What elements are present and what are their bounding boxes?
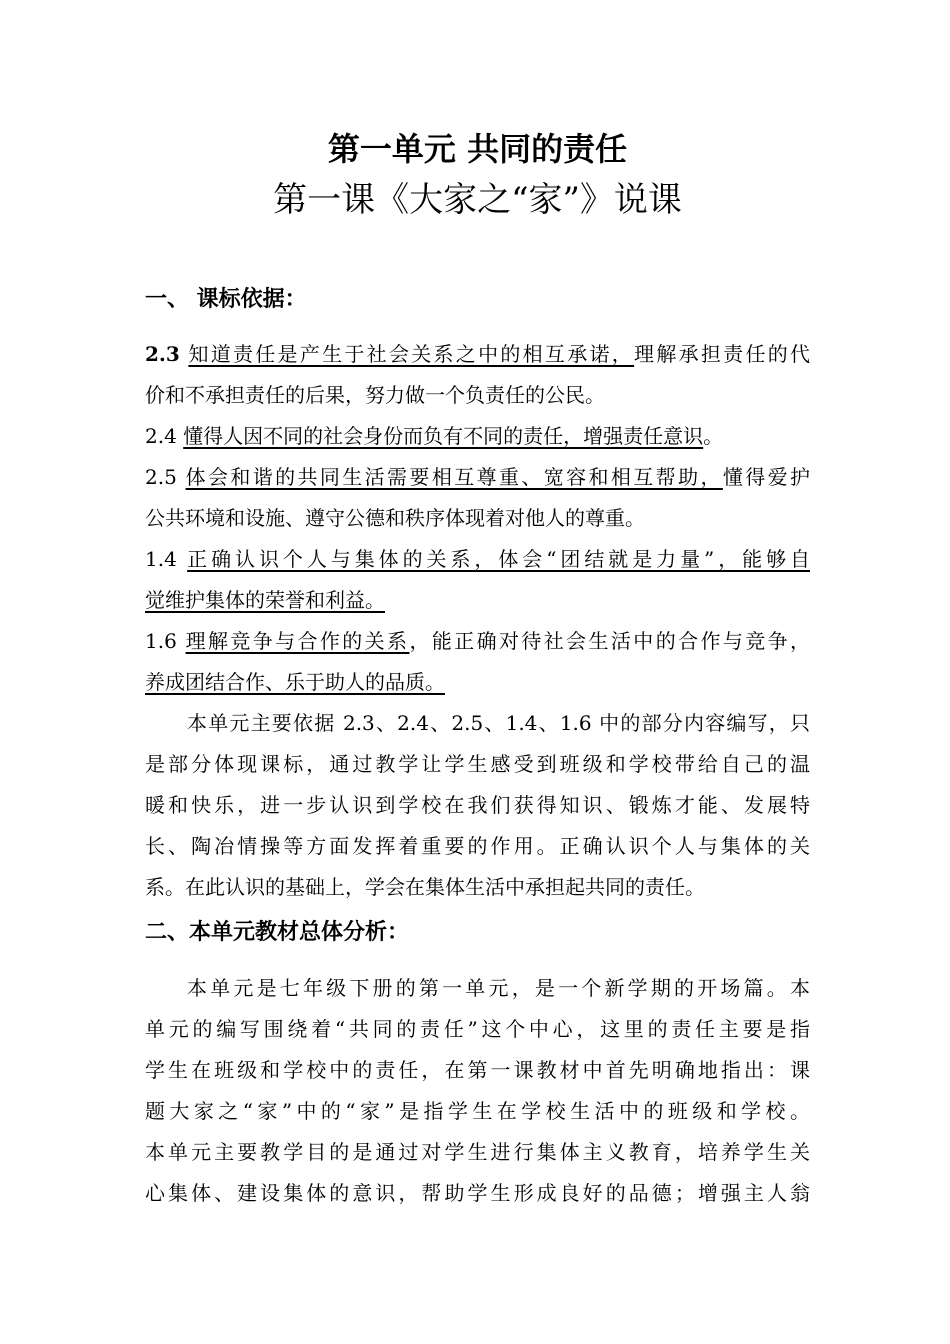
standard-item-line bbox=[145, 621, 810, 662]
paragraph-line: 心集体、建设集体的意识，帮助学生形成良好的品德；增强主人翁 bbox=[145, 1181, 810, 1205]
standard-number: 2.4 bbox=[145, 424, 177, 448]
standard-number: 2.5 bbox=[145, 465, 177, 489]
standard-underlined-text: 理解竞争与合作的关系 bbox=[185, 629, 410, 653]
standard-item-line bbox=[145, 662, 810, 703]
standard-text: 理解承担责任的代 bbox=[634, 342, 811, 366]
section-heading-standards: 一、 课标依据： bbox=[145, 287, 307, 312]
standard-underlined-text: 养成团结合作、乐于助人的品质。 bbox=[145, 670, 445, 694]
paragraph-line: 本单元是七年级下册的第一单元，是一个新学期的开场篇。本 bbox=[187, 976, 810, 1000]
lesson-title: 第一课《大家之“家”》说课 bbox=[273, 180, 682, 220]
standard-text: 懂得爱护 bbox=[722, 465, 811, 489]
standard-item-line bbox=[145, 580, 810, 621]
standards-list bbox=[145, 334, 810, 703]
standard-underlined-text: 正确认识个人与集体的关系，体会“团结就是力量”，能够自 bbox=[187, 547, 811, 571]
standard-text: 价和不承担责任的后果，努力做一个负责任的公民。 bbox=[145, 383, 605, 407]
standard-number: 1.6 bbox=[145, 629, 177, 653]
analysis-paragraph bbox=[145, 968, 810, 1214]
standard-text: ，能正确对待社会生活中的合作与竞争， bbox=[409, 629, 811, 653]
unit-title: 第一单元 共同的责任 bbox=[327, 130, 628, 168]
standard-text: 。 bbox=[703, 424, 724, 448]
paragraph-line: 本单元主要依据 2.3、2.4、2.5、1.4、1.6 中的部分内容编写，只 bbox=[187, 711, 810, 735]
standard-underlined-text: 觉维护集体的荣誉和利益。 bbox=[145, 588, 385, 612]
paragraph-line: 学生在班级和学校中的责任，在第一课教材中首先明确地指出：课 bbox=[145, 1058, 810, 1082]
standards-summary-paragraph bbox=[145, 703, 810, 908]
standard-text: 公共环境和设施、遵守公德和秩序体现着对他人的尊重。 bbox=[145, 506, 645, 530]
standard-number: 1.4 bbox=[145, 547, 177, 571]
standard-item-line bbox=[145, 416, 810, 457]
paragraph-line: 系。在此认识的基础上，学会在集体生活中承担起共同的责任。 bbox=[145, 875, 705, 899]
section-heading-analysis: 二、本单元教材总体分析： bbox=[145, 920, 410, 945]
paragraph-line: 单元的编写围绕着“共同的责任”这个中心，这里的责任主要是指 bbox=[145, 1017, 810, 1041]
paragraph-line: 长、陶冶情操等方面发挥着重要的作用。正确认识个人与集体的关 bbox=[145, 834, 810, 858]
standard-item-line bbox=[145, 498, 810, 539]
standard-underlined-text: 体会和谐的共同生活需要相互尊重、宽容和相互帮助， bbox=[185, 465, 723, 489]
standard-underlined-text: 懂得人因不同的社会身份而负有不同的责任，增强责任意识 bbox=[183, 424, 704, 448]
standard-item-line bbox=[145, 539, 810, 580]
paragraph-line: 本单元主要教学目的是通过对学生进行集体主义教育，培养学生关 bbox=[145, 1140, 810, 1164]
standard-item-line bbox=[145, 334, 810, 375]
standard-item-line bbox=[145, 457, 810, 498]
paragraph-line: 题大家之“家”中的“家”是指学生在学校生活中的班级和学校。 bbox=[145, 1099, 810, 1123]
standard-number: 2.3 bbox=[145, 342, 180, 366]
paragraph-line: 是部分体现课标，通过教学让学生感受到班级和学校带给自己的温 bbox=[145, 752, 810, 776]
standard-item-line bbox=[145, 375, 810, 416]
paragraph-line: 暖和快乐，进一步认识到学校在我们获得知识、锻炼才能、发展特 bbox=[145, 793, 810, 817]
standard-underlined-text: 知道责任是产生于社会关系之中的相互承诺， bbox=[188, 342, 635, 366]
